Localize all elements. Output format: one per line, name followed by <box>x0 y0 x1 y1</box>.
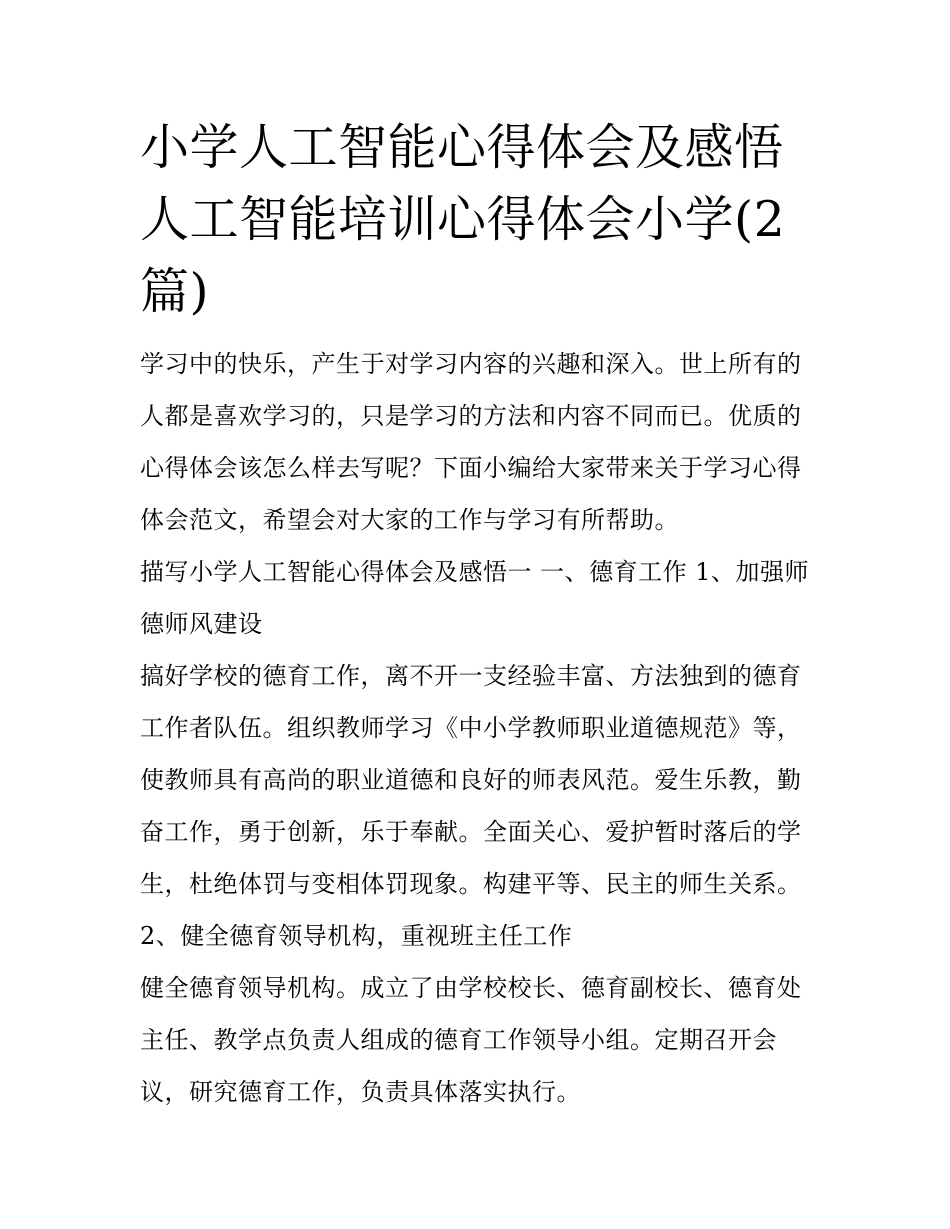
document-title: 小学人工智能心得体会及感悟人工智能培训心得体会小学(2篇) <box>140 119 786 320</box>
leadership-paragraph: 健全德育领导机构。成立了由学校校长、德育副校长、德育处主任、教学点负责人组成的德育工作领导小组。定期召开会议，研究德育工作，负责具体落实执行。 <box>140 974 802 1106</box>
teacher-ethics-paragraph: 搞好学校的德育工作，离不开一支经验丰富、方法独到的德育工作者队伍。组织教师学习《中小学教师职业道德规范》等，使教师具有高尚的职业道德和良好的师表风范。爱生乐教，勤奋工作，勇于创新，乐于奉献。全面关心、爱护暂时落后的学生，杜绝体罚与变相体罚现象。构建平等、民主的师生关系。 <box>140 662 802 898</box>
document-page <box>140 112 820 1118</box>
subsection-heading-paragraph: 2、健全德育领导机构，重视班主任工作 <box>140 922 573 950</box>
intro-paragraph: 学习中的快乐，产生于对学习内容的兴趣和深入。世上所有的人都是喜欢学习的，只是学习的方法和内容不同而已。优质的心得体会该怎么样去写呢？下面小编给大家带来关于学习心得体会范文，希望会对大家的工作与学习有所帮助。 <box>140 350 802 534</box>
section-heading-paragraph: 描写小学人工智能心得体会及感悟一 一、德育工作 1、加强师德师风建设 <box>140 558 810 638</box>
